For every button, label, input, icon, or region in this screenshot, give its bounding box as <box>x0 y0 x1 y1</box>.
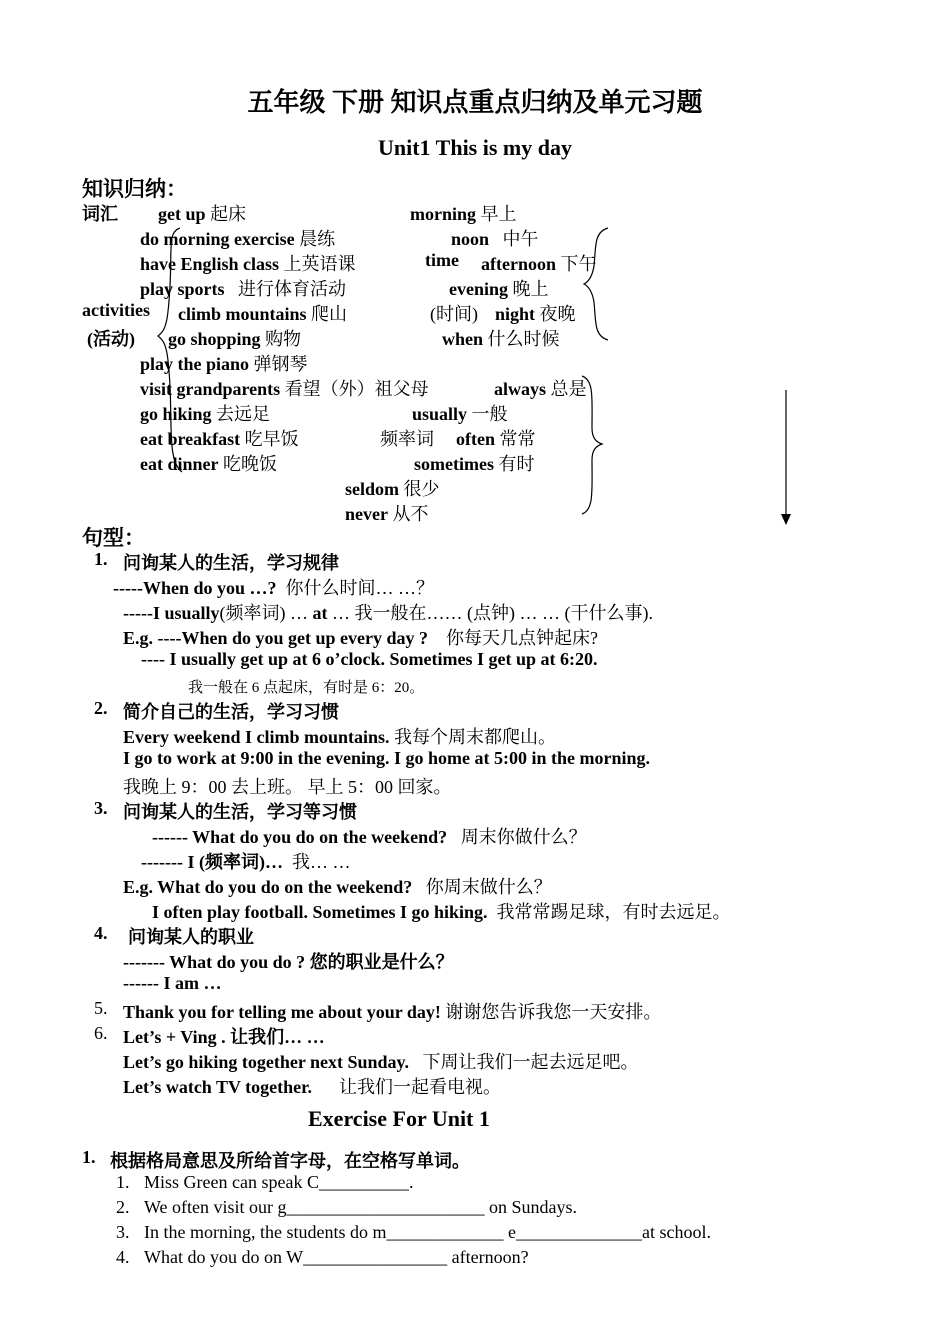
vocab-activity: have English class 上英语课 <box>140 254 356 274</box>
pattern-2-line2: I go to work at 9:00 in the evening. I go home at 5:00 in the morning. <box>123 748 650 768</box>
exercise-q1-title: 根据格局意思及所给首字母，在空格写单词。 <box>110 1151 470 1171</box>
vocab-activity: eat breakfast 吃早饭 <box>140 429 299 449</box>
vocab-time: night 夜晚 <box>495 304 576 324</box>
time-label: time <box>425 250 459 270</box>
pattern-1-answer: ---- I usually get up at 6 o’clock. Sometimes I get up at 6:20. <box>141 649 598 669</box>
pattern-2-num: 2. <box>94 698 108 718</box>
pattern-3-title: 问询某人的生活，学习等习惯 <box>123 802 357 822</box>
pattern-6-line2: Let’s watch TV together. 让我们一起看电视。 <box>123 1077 501 1097</box>
pattern-5-num: 5. <box>94 998 108 1018</box>
vocab-frequency: often 常常 <box>456 429 536 449</box>
vocab-label: 词汇 <box>82 204 118 224</box>
unit-title: Unit1 This is my day <box>378 135 572 160</box>
exercise-item-num: 3. <box>116 1222 130 1242</box>
activities-label: activities <box>82 300 150 320</box>
vocab-frequency: seldom 很少 <box>345 479 440 499</box>
pattern-1-line1: -----When do you …? 你什么时间… …？ <box>113 578 435 598</box>
vocab-time: noon 中午 <box>451 229 539 249</box>
vocab-time: when 什么时候 <box>442 329 560 349</box>
pattern-3-line2: ------- I (频率词)… 我… … <box>141 852 351 872</box>
vocab-activity: go hiking 去远足 <box>140 404 271 424</box>
vocab-activity: eat dinner 吃晚饭 <box>140 454 277 474</box>
vocab-activity: go shopping 购物 <box>168 329 302 349</box>
pattern-1-example: E.g. ----When do you get up every day ? 你每天几点钟起床? <box>123 628 598 648</box>
vocab-frequency: sometimes 有时 <box>414 454 535 474</box>
vocab-frequency: never 从不 <box>345 504 429 524</box>
vocab-frequency: usually 一般 <box>412 404 508 424</box>
vocab-activity: visit grandparents 看望（外）祖父母 <box>140 379 429 399</box>
pattern-1-answer-zh: 我一般在 6 点起床，有时是 6：20。 <box>188 680 425 696</box>
pattern-6-num: 6. <box>94 1023 108 1043</box>
pattern-1-num: 1. <box>94 549 108 569</box>
pattern-1-title: 问询某人的生活，学习规律 <box>123 553 339 573</box>
pattern-4-title: 问询某人的职业 <box>128 927 254 947</box>
knowledge-heading: 知识归纳： <box>82 177 187 201</box>
pattern-6-title: Let’s + Ving . 让我们… … <box>123 1027 325 1047</box>
vocab-time: afternoon 下午 <box>481 254 597 274</box>
exercise-q1-num: 1. <box>82 1147 96 1167</box>
vocab-activity: play the piano 弹钢琴 <box>140 354 308 374</box>
pattern-3-answer: I often play football. Sometimes I go hiking. 我常常踢足球，有时去远足。 <box>152 902 731 922</box>
pattern-4-line2: ------ I am … <box>123 973 222 993</box>
vocab-activity: do morning exercise 晨练 <box>140 229 336 249</box>
pattern-5: Thank you for telling me about your day! 谢谢您告诉我您一天安排。 <box>123 1002 662 1022</box>
patterns-heading: 句型： <box>82 526 145 550</box>
pattern-2-title: 简介自己的生活，学习习惯 <box>123 702 339 722</box>
pattern-2-line1: Every weekend I climb mountains. 我每个周末都爬山。 <box>123 727 557 747</box>
frequency-brace <box>578 374 608 516</box>
pattern-4-line1: ------- What do you do ? 您的职业是什么？ <box>123 952 454 972</box>
vocab-activity: get up 起床 <box>158 204 247 224</box>
pattern-1-line2: -----I usually(频率词) … at … 我一般在…… (点钟) … … (干什么事). <box>123 603 653 623</box>
time-brace <box>582 226 612 342</box>
pattern-3-num: 3. <box>94 798 108 818</box>
time-label-zh: (时间) <box>430 304 478 324</box>
pattern-2-line3: 我晚上 9：00 去上班。 早上 5：00 回家。 <box>123 777 452 797</box>
exercise-item-num: 2. <box>116 1197 130 1217</box>
pattern-3-line1: ------ What do you do on the weekend? 周末你做什么？ <box>152 827 587 847</box>
exercise-item-num: 4. <box>116 1247 130 1267</box>
pattern-4-num: 4. <box>94 923 108 943</box>
exercise-item: We often visit our g______________________ on Sundays. <box>144 1197 578 1217</box>
pattern-3-example: E.g. What do you do on the weekend? 你周末做什么？ <box>123 877 552 897</box>
exercise-item: What do you do on W________________ afternoon? <box>144 1247 529 1267</box>
exercise-item-num: 1. <box>116 1172 130 1192</box>
exercise-title: Exercise For Unit 1 <box>308 1106 490 1131</box>
pattern-6-line1: Let’s go hiking together next Sunday. 下周让我们一起去远足吧。 <box>123 1052 639 1072</box>
exercise-item: Miss Green can speak C__________. <box>144 1172 414 1192</box>
page-title: 五年级 下册 知识点重点归纳及单元习题 <box>247 88 703 117</box>
vocab-time: morning 早上 <box>410 204 517 224</box>
vocab-activity: play sports 进行体育活动 <box>140 279 347 299</box>
vocab-time: evening 晚上 <box>449 279 549 299</box>
vocab-activity: climb mountains 爬山 <box>178 304 348 324</box>
frequency-label: 频率词 <box>380 429 434 449</box>
exercise-item: In the morning, the students do m_____________ e______________at school. <box>144 1222 711 1242</box>
down-arrow-icon <box>778 388 794 528</box>
vocab-frequency: always 总是 <box>494 379 587 399</box>
activities-label-zh: (活动) <box>87 329 135 349</box>
activities-brace <box>150 226 190 476</box>
